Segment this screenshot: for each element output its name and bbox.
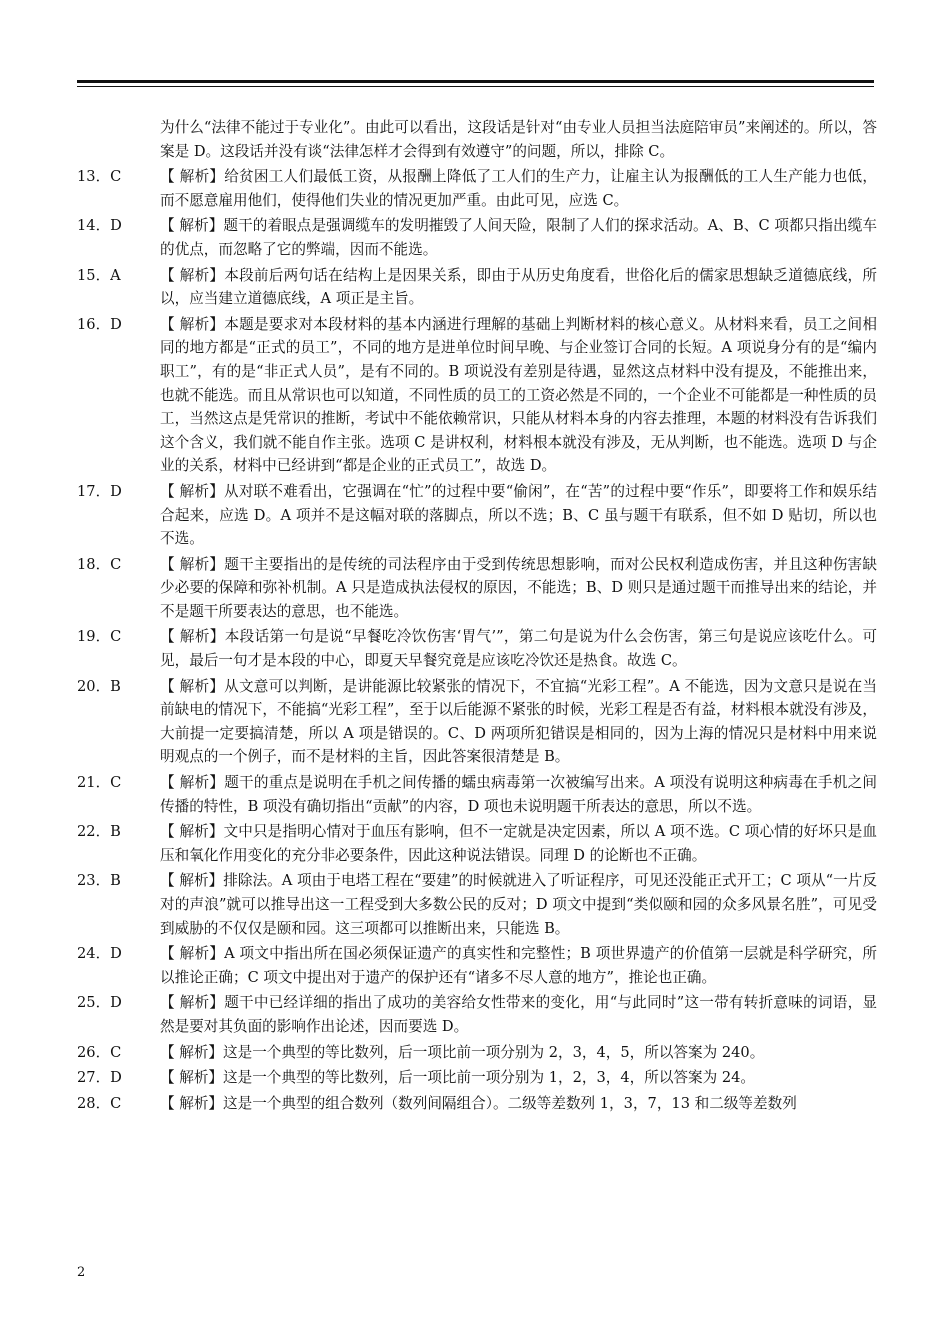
answer-entry [77,991,877,1038]
answer-entry [77,675,877,769]
answer-entry [77,1041,877,1065]
explanation-text: 【 解析】本题是要求对本段材料的基本内涵进行理解的基础上判断材料的核心意义。从材料来看，员工之间相同的地方都是“正式的员工”，不同的地方是进单位时间早晚、与企业签订合同的长短。A 项说身分有的是“编内职工”，有的是“非正式人员”，是有不同的。B 项说没有差别是待遇，显然这点材料中没有提及，不能推出来，也就不能选。而且从常识也可以知道，不同性质的员工的工资必然是不同的，一个企业不可能都是一种性质的员工，当然这点是凭常识的推断，考试中不能依赖常识，只能从材料本身的内容去推理，本题的材料没有告诉我们这个含义，我们就不能自作主张。选项 C 是讲权利，材料根本就没有涉及，无从判断，也不能选。选项 D 与企业的关系，材料中已经讲到“都是企业的正式员工”，故选 D。 [160,315,877,475]
question-number: 26．C [77,1043,122,1061]
question-number: 14．D [77,217,122,235]
header-rule-thick [77,80,874,83]
explanation-text: 【 解析】题干的重点是说明在手机之间传播的蠕虫病毒第一次被编写出来。A 项没有说明这种病毒在手机之间传播的特性，B 项没有确切指出“贡献”的内容，D 项也未说明题干所表达的意思，所以不选。 [160,774,877,815]
explanation-text: 【 解析】这是一个典型的等比数列，后一项比前一项分别为 1，2，3，4，所以答案为 24。 [160,1069,756,1087]
question-number: 13．C [77,168,122,186]
question-number: 25．D [77,994,122,1012]
answer-entry [77,214,877,261]
question-number: 21．C [77,774,122,792]
question-number: 18．C [77,555,122,573]
answer-entry [77,942,877,989]
question-number: 24．D [77,945,122,963]
question-number: 19．C [77,628,122,646]
answer-entry [77,553,877,624]
answer-entry [77,820,877,867]
explanation-text: 【 解析】这是一个典型的组合数列（数列间隔组合）。二级等差数列 1，3，7，13 和二级等差数列 [160,1094,797,1112]
explanation-text: 【 解析】本段前后两句话在结构上是因果关系，即由于从历史角度看，世俗化后的儒家思想缺乏道德底线，所以，应当建立道德底线，A 项正是主旨。 [160,266,877,308]
explanation-text: 【 解析】从文意可以判断，是讲能源比较紧张的情况下，不宜搞“光彩工程”。A 不能选，因为文意只是说在当前缺电的情况下，不能搞“光彩工程”，至于以后能源不紧张的时候，光彩工程是否有益，材料根本就没有涉及，大前提一定要搞清楚，所以 A 项是错误的。C、D 两项所犯错误是相同的，因为上海的情况只是材料中用来说明观点的一个例子，而不是材料的主旨，因此答案很清楚是 B。 [160,677,877,766]
explanation-text: 【 解析】排除法。A 项由于电塔工程在“要建”的时候就进入了听证程序，可见还没能正式开工；C 项从“一片反对的声浪”就可以推导出这一工程受到大多数公民的反对；D 项文中提到“类似颐和园的众多风景名胜”，可见受到威胁的不仅仅是颐和园。这三项都可以推断出来，只能选 B。 [160,872,877,937]
question-number [77,116,160,163]
answer-entry [77,771,877,818]
answer-entry [77,1066,877,1090]
question-number: 17．D [77,482,122,500]
answer-entry [77,116,877,163]
answer-entry [77,313,877,478]
header-rule-thin [77,86,874,87]
explanation-text: 【 解析】这是一个典型的等比数列，后一项比前一项分别为 2，3，4，5，所以答案为 240。 [160,1043,765,1061]
explanation-text: 【 解析】题干的着眼点是强调缆车的发明摧毁了人间天险，限制了人们的探求活动。A、B、C 项都只指出缆车的优点，而忽略了它的弊端，因而不能选。 [160,217,877,258]
question-number: 22．B [77,823,121,841]
answer-entry [77,264,877,311]
question-number: 23．B [77,872,121,890]
question-number: 20．B [77,677,121,695]
explanation-text: 【 解析】A 项文中指出所在国必须保证遗产的真实性和完整性；B 项世界遗产的价值第一层就是科学研究，所以推论正确；C 项文中提出对于遗产的保护还有“诸多不尽人意的地方”，推论也正确。 [160,945,877,986]
explanation-text: 为什么“法律不能过于专业化”。由此可以看出，这段话是针对“由专业人员担当法庭陪审员”来阐述的。所以，答案是 D。这段话并没有谈“法律怎样才会得到有效遵守”的问题，所以，排除 C。 [160,119,877,160]
question-number: 16．D [77,315,122,333]
question-number: 27．D [77,1069,122,1087]
question-number: 15．A [77,266,121,284]
explanation-text: 【 解析】给贫困工人们最低工资，从报酬上降低了工人们的生产力，让雇主认为报酬低的工人生产能力也低，而不愿意雇用他们，使得他们失业的情况更加严重。由此可见，应选 C。 [160,168,877,209]
answer-entry [77,869,877,940]
explanation-text: 【 解析】本段话第一句是说“早餐吃冷饮伤害‘胃气’”，第二句是说为什么会伤害，第三句是说应该吃什么。可见，最后一句才是本段的中心，即夏天早餐究竟是应该吃冷饮还是热食。故选 C。 [160,628,877,670]
answer-entry [77,625,877,672]
explanation-text: 【 解析】题干主要指出的是传统的司法程序由于受到传统思想影响，而对公民权利造成伤害，并且这种伤害缺少必要的保障和弥补机制。A 只是造成执法侵权的原因，不能选；B、D 则只是通过题干而推导出来的结论，并不是题干所要表达的意思，也不能选。 [160,555,877,620]
question-number: 28．C [77,1094,122,1112]
explanation-text: 【 解析】题干中已经详细的指出了成功的美容给女性带来的变化，用“与此同时”这一带有转折意味的词语，显然是要对其负面的影响作出论述，因而要选 D。 [160,994,877,1035]
page-number: 2 [77,1265,86,1280]
answer-explanations [77,116,877,1117]
answer-entry [77,1092,877,1116]
answer-entry [77,480,877,551]
explanation-text: 【 解析】文中只是指明心情对于血压有影响，但不一定就是决定因素，所以 A 项不选。C 项心情的好坏只是血压和氧化作用变化的充分非必要条件，因此这种说法错误。同理 D 的论断也不正确。 [160,823,877,864]
answer-entry [77,165,877,212]
explanation-text: 【 解析】从对联不难看出，它强调在“忙”的过程中要“偷闲”，在“苦”的过程中要“作乐”，即要将工作和娱乐结合起来，应选 D。A 项并不是这幅对联的落脚点，所以不选；B、C 虽与题干有联系，但不如 D 贴切，所以也不选。 [160,482,877,548]
